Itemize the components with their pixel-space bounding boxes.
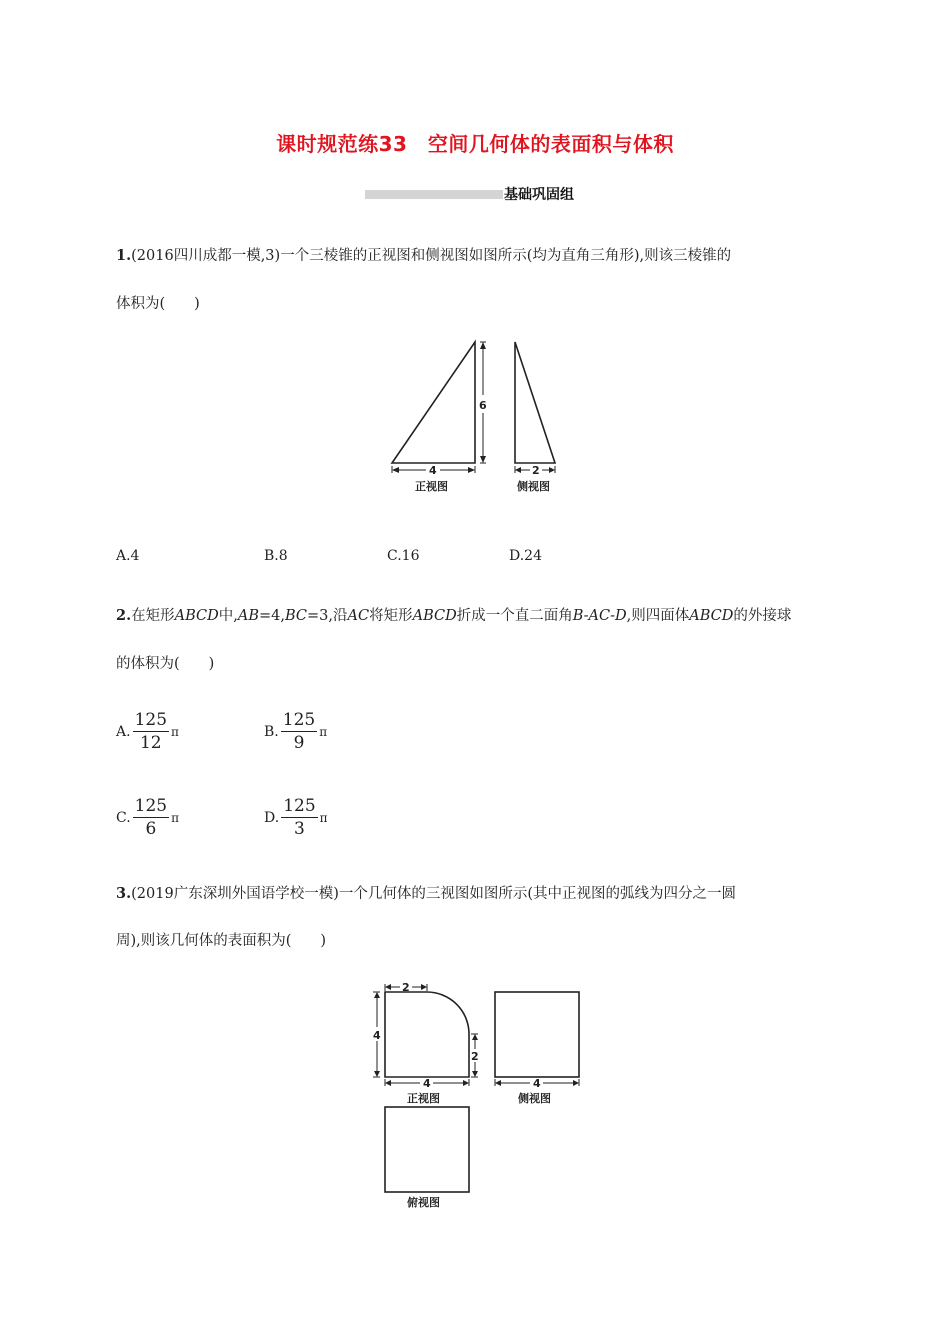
q2-option-label: B. [264,724,279,740]
q2-var-abcd: ABCD [174,608,219,624]
page-title: 课时规范练33 空间几何体的表面积与体积 [276,132,674,156]
q2-option-b[interactable] [264,710,327,754]
q3-arrow [374,992,380,998]
q2-var-abcd: ABCD [412,608,457,624]
q3-dim-bottom-side: 4 [533,1077,541,1090]
q3-dim-bottom-front: 4 [423,1077,431,1090]
q1-label-side: 侧视图 [517,480,550,493]
q1-text: (2016四川成都一模,3)一个三棱锥的正视图和侧视图如图所示(均为直角三角形),则该三棱锥的 [131,248,732,264]
section-label: 基础巩固组 [504,187,574,203]
q2-text: 的外接球 [733,608,792,624]
q3-arrow [385,984,391,990]
q2-text: 将矩形 [369,608,413,624]
q2-pi: π [171,725,179,739]
q1-dim-height: 6 [479,399,487,412]
q2-pi: π [171,811,180,825]
q2-numerator: 125 [283,796,316,816]
q3-arrow [421,984,427,990]
q2-fraction [133,796,169,840]
q2-number: 2. [116,607,132,624]
q2-fraction [281,710,317,754]
q2-text: ,则四面体 [626,608,690,624]
q2-text: =3,沿 [307,608,348,624]
q3-label-top: 俯视图 [407,1196,440,1209]
q3-arrow [374,1071,380,1077]
q3-arrow [573,1080,579,1086]
q1-arrow [480,342,486,349]
q2-text: =4, [259,608,285,624]
q1-option-d[interactable]: D.24 [509,548,542,564]
q3-arrow [495,1080,501,1086]
q2-var-ab: AB [237,608,260,624]
q1-figure [380,335,570,500]
q1-arrow [515,467,521,473]
q2-var-bc: BC [285,608,308,624]
q3-side-view-square [495,992,579,1077]
q3-front-view-shape [385,992,469,1077]
q2-line2: 的体积为( ) [116,656,215,672]
q2-option-label: D. [264,810,280,826]
q1-option-c[interactable]: C.16 [387,548,420,564]
q1-number: 1. [116,247,132,264]
q3-dim-left: 4 [373,1029,381,1042]
q2-text: 中, [218,608,238,624]
q2-fraction [133,710,169,754]
q1-dim-base-front: 4 [429,464,437,477]
q3-line1 [116,882,736,903]
q2-pi: π [319,811,328,825]
q2-option-label: C. [116,810,131,826]
q2-numerator: 125 [134,710,168,730]
q2-denominator: 12 [139,733,162,753]
q2-fraction [281,796,317,840]
q2-text: 折成一个直二面角 [456,608,573,624]
q3-dim-top: 2 [402,981,410,994]
q3-label-front: 正视图 [407,1092,440,1105]
q1-dim-base-side: 2 [532,464,540,477]
q1-line2: 体积为( ) [116,296,200,312]
q1-arrow [549,467,555,473]
q2-option-d[interactable] [264,796,328,840]
q1-option-a[interactable]: A.4 [116,548,140,564]
q2-numerator: 125 [134,796,168,816]
q2-denominator: 6 [145,819,157,839]
q2-numerator: 125 [282,710,316,730]
q3-arrow [472,1034,478,1040]
q2-pi: π [319,725,328,739]
q3-arrow [472,1071,478,1077]
q2-option-a[interactable] [116,710,179,754]
q3-figure [365,975,590,1215]
q1-label-front: 正视图 [415,480,448,493]
q2-text: 在矩形 [131,608,175,624]
q3-arrow [385,1080,391,1086]
q3-line2: 周),则该几何体的表面积为( ) [116,933,327,949]
section-bar [365,190,503,199]
q2-option-label: A. [116,724,131,740]
q2-denominator: 9 [293,733,305,753]
q1-front-view-triangle [392,342,475,463]
q1-arrow [480,456,486,463]
q3-dim-right: 2 [471,1050,479,1063]
q2-var-abcd: ABCD [689,608,734,624]
q2-line1 [116,604,791,625]
q1-arrow [392,467,399,473]
q1-option-b[interactable]: B.8 [264,548,288,564]
q3-text: (2019广东深圳外国语学校一模)一个几何体的三视图如图所示(其中正视图的弧线为四分之一圆 [131,886,737,902]
q2-denominator: 3 [294,819,305,839]
q3-label-side: 侧视图 [518,1092,551,1105]
q3-top-view-square [385,1107,469,1192]
q2-var-ac: AC [347,608,370,624]
q1-line1 [116,244,731,265]
q1-arrow [468,467,475,473]
q3-number: 3. [116,885,132,902]
q3-arrow [463,1080,469,1086]
q2-var-bacd: B-AC-D [572,608,627,624]
q1-side-view-triangle [515,342,555,463]
q2-option-c[interactable] [116,796,179,840]
